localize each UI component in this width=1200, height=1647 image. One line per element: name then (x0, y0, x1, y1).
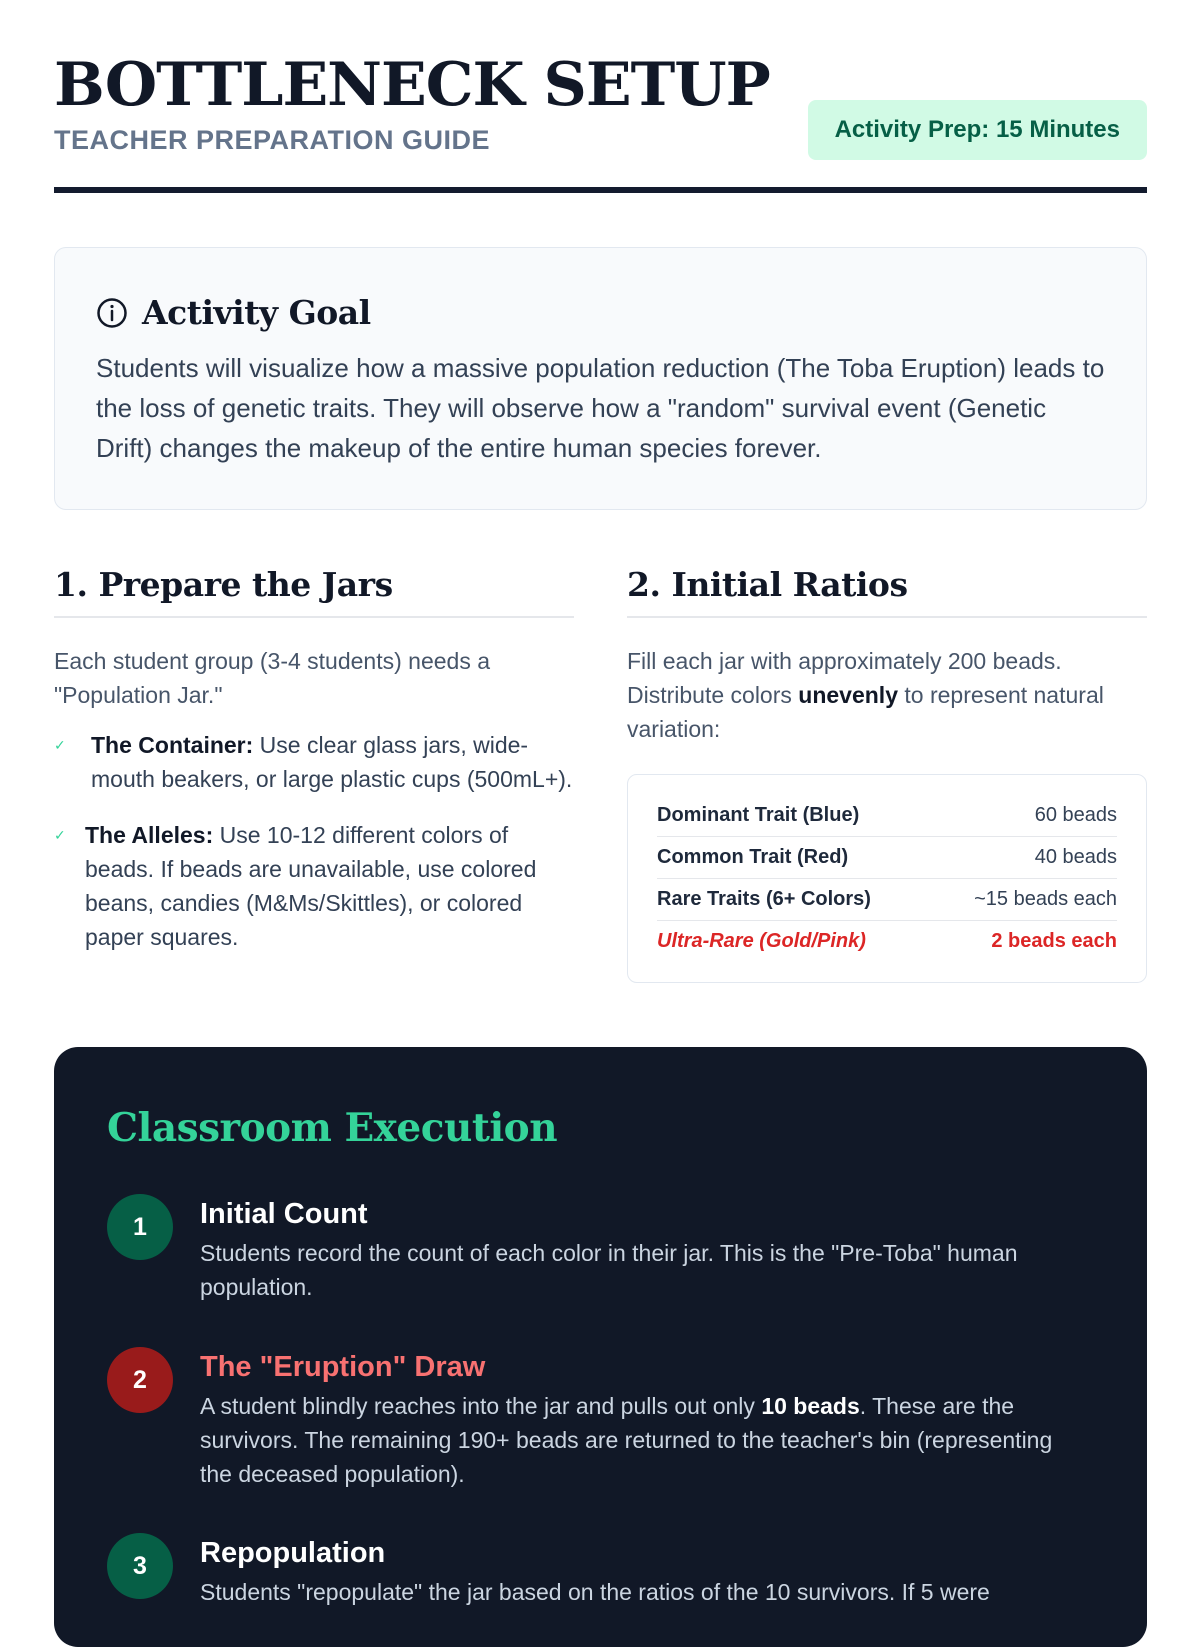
classroom-execution-title: Classroom Execution (107, 1105, 558, 1151)
step-body (200, 1535, 1090, 1609)
ratio-value: ~15 beads each (974, 888, 1117, 910)
table-row (657, 795, 1117, 837)
step-text: Students "repopulate" the jar based on the ratios of the 10 survivors. If 5 were (200, 1579, 990, 1605)
initial-ratios-title: 2. Initial Ratios (627, 565, 1147, 618)
ratio-table (627, 774, 1147, 983)
step-text (200, 1389, 1090, 1491)
ratios-intro-start: Fill each jar with approximately 200 beads. Distribute colors (627, 648, 1062, 708)
ratio-value: 60 beads (1034, 804, 1117, 826)
step-title: Initial Count (200, 1198, 368, 1230)
initial-ratios-intro (627, 644, 1147, 746)
initial-ratios-section (627, 565, 1147, 983)
step-title: The "Eruption" Draw (200, 1351, 486, 1383)
ratio-value: 2 beads each (991, 930, 1117, 952)
step-body (200, 1349, 1090, 1491)
ratio-label: Ultra-Rare (Gold/Pink) (657, 930, 866, 952)
step-number-badge: 3 (107, 1533, 173, 1599)
ratios-intro-end: to represent natural variation: (627, 682, 1104, 742)
activity-goal-text: Students will visualize how a massive population reduction (The Toba Eruption) leads to the loss of genetic traits. They will observe how a "random" survival event (Genetic Drift) changes the makeup of the entire human species forever. (96, 353, 1105, 463)
table-row (657, 879, 1117, 921)
ratio-value: 40 beads (1034, 846, 1117, 868)
ratio-label: Rare Traits (6+ Colors) (657, 888, 871, 910)
prepare-jars-intro: Each student group (3-4 students) needs a "Population Jar." (54, 648, 491, 708)
prepare-jars-section (54, 565, 574, 976)
step-number-badge: 2 (107, 1347, 173, 1413)
step-text: Students record the count of each color in their jar. This is the "Pre-Toba" human population. (200, 1240, 1018, 1300)
info-icon (96, 297, 128, 329)
alleles-label: The Alleles: (85, 822, 214, 848)
step-body (200, 1196, 1090, 1304)
check-icon: ✓ (54, 827, 66, 843)
materials-list (54, 728, 574, 954)
list-item (54, 818, 574, 954)
step-number-badge: 1 (107, 1194, 173, 1260)
check-icon: ✓ (54, 737, 66, 753)
table-row (657, 921, 1117, 962)
ratios-intro-emphasis: unevenly (798, 682, 898, 708)
guide-page (54, 0, 1147, 1605)
step-title: Repopulation (200, 1537, 386, 1569)
activity-goal-box (54, 247, 1147, 510)
prepare-jars-title: 1. Prepare the Jars (54, 565, 574, 618)
activity-goal-title: Activity Goal (142, 293, 371, 332)
container-text: Use clear glass jars, wide-mouth beakers, or large plastic cups (500mL+). (91, 732, 573, 792)
page-header (54, 0, 1147, 193)
activity-goal-header (96, 293, 1105, 332)
classroom-execution-panel (54, 1047, 1147, 1647)
table-row (657, 837, 1117, 879)
page-title: BOTTLENECK SETUP (54, 50, 770, 120)
ratio-label: Common Trait (Red) (657, 846, 849, 868)
prep-time-badge: Activity Prep: 15 Minutes (808, 100, 1147, 160)
step-text-emphasis: 10 beads (761, 1393, 860, 1419)
step-text-start: A student blindly reaches into the jar and pulls out only (200, 1393, 762, 1419)
container-label: The Container: (91, 732, 254, 758)
alleles-text: Use 10-12 different colors of beads. If beads are unavailable, use colored beans, candies (M&Ms/Skittles), or colored paper squares. (85, 822, 537, 950)
step-text-end: . These are the survivors. The remaining 190+ beads are returned to the teacher's bin (representing the deceased population). (200, 1393, 1053, 1487)
list-item (54, 728, 574, 796)
page-subtitle: TEACHER PREPARATION GUIDE (54, 125, 491, 155)
ratio-label: Dominant Trait (Blue) (657, 804, 860, 826)
